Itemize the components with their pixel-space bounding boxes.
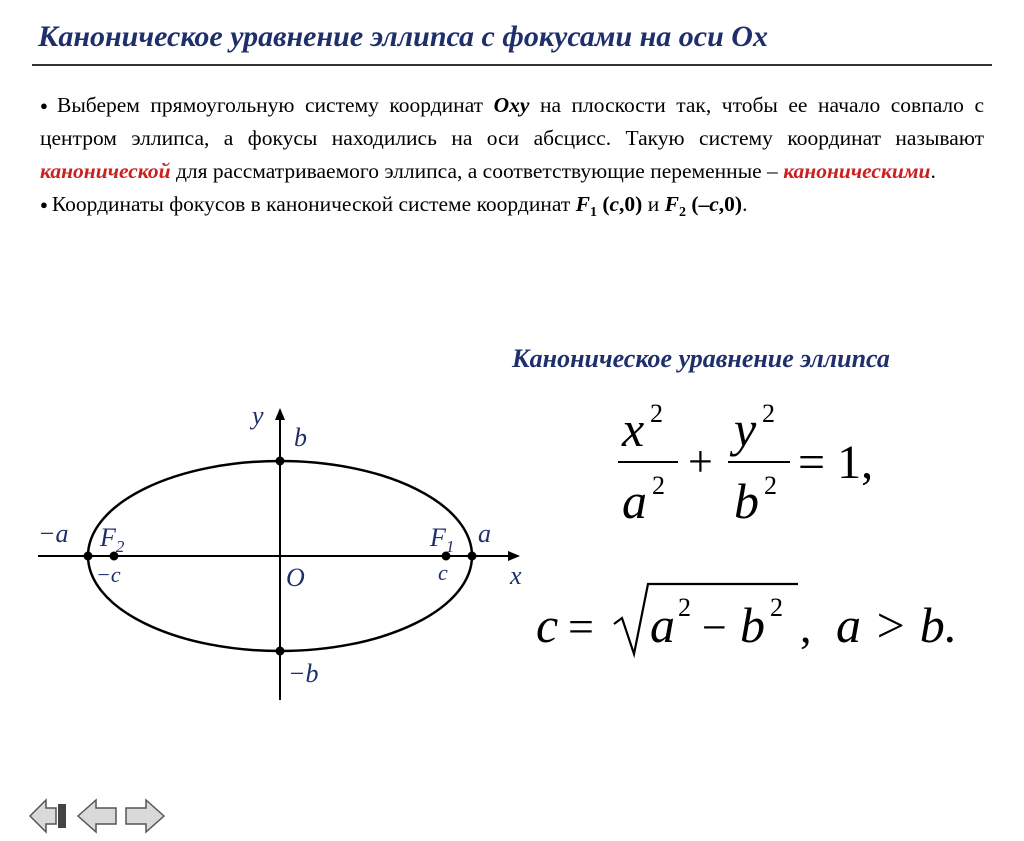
f2-a: a [650,597,675,653]
p1-oxy: Oxy [493,93,530,117]
focal-distance-formula [530,572,990,672]
forward-arrow-icon[interactable] [124,796,166,836]
f2-b: b [740,597,765,653]
f2-minus: − [702,603,727,652]
p2-f1-c: c [609,192,620,216]
equation-heading: Каноническое уравнение эллипса [512,344,890,373]
eq-y-exp: 2 [762,399,775,428]
eq-a: a [622,473,647,529]
p1-text-3: для рассматриваемого эллипса, а соответствующие переменные – [170,159,784,183]
p2-text-1: Координаты фокусов в канонической системе координат [51,192,576,216]
back-arrow-icon[interactable] [76,796,118,836]
label-neg-a: −a [38,519,69,548]
paragraph-coordinate-system [40,89,984,188]
f2-a-exp: 2 [678,593,691,622]
home-arrow-icon[interactable] [28,796,70,836]
p1-canonical: канонической [40,159,171,183]
eq-x-exp: 2 [650,399,663,428]
label-c: c [438,560,448,585]
ellipse-diagram [0,380,560,710]
p1-text-1: Выберем прямоугольную систему координат [57,93,494,117]
p1-canonical-plural: каноническими [783,159,931,183]
p2-f1-sub: 1 [589,205,597,220]
p2-f2-sub: 2 [678,205,686,220]
eq-x: x [622,401,645,457]
f2-b-exp: 2 [770,593,783,622]
p2-f1: F [575,192,590,216]
bullet-icon: ● [40,98,54,113]
eq-equals-one: = 1, [798,436,874,489]
p2-f2-c: c [709,192,719,216]
p1-text-4: . [930,159,936,183]
vertex-a-point [468,552,477,561]
vertex-neg-b-point [276,647,285,656]
p2-f1-open: ( [596,192,610,216]
p2-end: . [742,192,748,216]
p2-f2-close: ,0) [718,192,743,216]
eq-a-exp: 2 [652,471,665,500]
paragraph-foci [40,188,984,229]
label-a: a [478,519,491,548]
f2-c: c [536,597,559,653]
eq-y: y [734,401,757,457]
label-f2: $F_2$ [100,523,125,556]
label-neg-b: −b [288,659,319,688]
title-divider [32,64,992,66]
vertex-b-point [276,457,285,466]
body-text [40,89,984,229]
page-title: Каноническое уравнение эллипса с фокусами на оси Ox [38,20,768,53]
f2-condition: a > b. [836,597,958,653]
vertex-neg-a-point [84,552,93,561]
p2-f2-open: (– [685,192,710,216]
p2-f2: F [664,192,679,216]
label-origin: O [286,563,305,592]
p2-and: и [642,192,665,216]
eq-b: b [734,473,759,529]
label-neg-c: −c [96,562,121,587]
slide-navigation [28,796,166,836]
f2-equals: = [568,601,594,652]
x-axis-label: x [510,561,522,590]
eq-plus: + [688,437,713,486]
f2-comma: , [800,601,812,652]
eq-b-exp: 2 [764,471,777,500]
p2-f1-close: ,0) [619,192,643,216]
p1-text-2: на плоскости так, чтобы ее начало совпало с центром эллипса, а фокусы находились на оси абсцисс. Такую систему координат называют [40,93,984,150]
label-b: b [294,423,307,452]
label-f1: $F_1$ [430,523,455,556]
canonical-equation [600,392,900,532]
y-axis-label: y [252,401,264,430]
bullet-icon: ● [40,197,48,212]
